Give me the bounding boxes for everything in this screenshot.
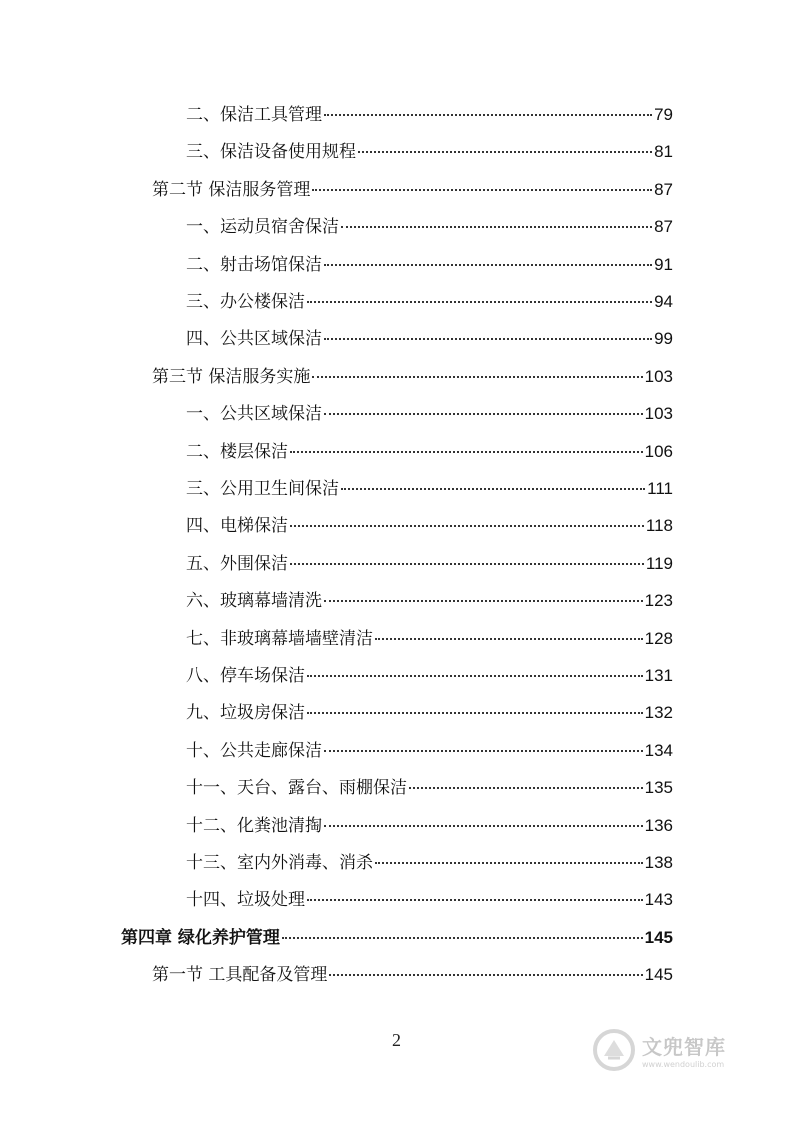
- toc-dot-leader: [358, 151, 652, 153]
- wendou-logo-icon: [592, 1028, 636, 1072]
- toc-entry-title: 一、公共区域保洁: [186, 404, 322, 424]
- toc-entry-title: 八、停车场保洁: [186, 666, 305, 686]
- toc-dot-leader: [341, 488, 645, 490]
- toc-dot-leader: [324, 264, 652, 266]
- toc-entry-page: 145: [644, 928, 673, 947]
- toc-entry-title: 三、公用卫生间保洁: [186, 479, 339, 499]
- toc-entry-page: 135: [644, 778, 673, 797]
- toc-dot-leader: [312, 189, 652, 191]
- toc-entry[interactable]: [186, 549, 673, 579]
- toc-dot-leader: [290, 451, 643, 453]
- toc-entry-title: 十四、垃圾处理: [186, 890, 305, 910]
- toc-entry-page: 103: [644, 367, 673, 386]
- toc-dot-leader: [375, 638, 643, 640]
- toc-dot-leader: [375, 862, 643, 864]
- toc-entry[interactable]: [186, 399, 673, 429]
- toc-entry[interactable]: [152, 175, 673, 205]
- toc-entry[interactable]: [186, 624, 673, 654]
- toc-entry[interactable]: [186, 586, 673, 616]
- toc-entry-page: 87: [654, 180, 673, 199]
- watermark-url: www.wendoulib.com: [642, 1060, 725, 1069]
- toc-entry[interactable]: [186, 137, 673, 167]
- toc-entry-title: 七、非玻璃幕墙墙壁清洁: [186, 629, 373, 649]
- toc-entry-page: 134: [644, 741, 673, 760]
- toc-entry[interactable]: [186, 287, 673, 317]
- toc-entry-page: 94: [654, 292, 673, 311]
- watermark-name: 文兜智库: [642, 1035, 726, 1059]
- toc-entry-page: 81: [654, 142, 673, 161]
- toc-entry-title: 第一节 工具配备及管理: [152, 965, 328, 985]
- toc-entry-title: 十三、室内外消毒、消杀: [186, 853, 373, 873]
- toc-dot-leader: [307, 712, 643, 714]
- toc-entry-page: 79: [654, 105, 673, 124]
- toc-entry-title: 第三节 保洁服务实施: [152, 367, 311, 387]
- toc-entry-page: 103: [644, 404, 673, 423]
- toc-entry-page: 136: [644, 816, 673, 835]
- toc-entry[interactable]: [186, 736, 673, 766]
- toc-entry-page: 145: [644, 965, 673, 984]
- toc-entry[interactable]: [186, 437, 673, 467]
- toc-entry[interactable]: [186, 698, 673, 728]
- toc-dot-leader: [409, 787, 643, 789]
- toc-dot-leader: [324, 825, 643, 827]
- toc-entry[interactable]: [186, 511, 673, 541]
- toc-dot-leader: [324, 114, 652, 116]
- toc-entry-page: 118: [645, 516, 673, 535]
- toc-entry-title: 三、办公楼保洁: [186, 292, 305, 312]
- toc-entry-page: 143: [644, 890, 673, 909]
- toc-entry-page: 91: [654, 255, 673, 274]
- toc-entry-page: 119: [645, 554, 673, 573]
- toc-entry-page: 87: [654, 217, 673, 236]
- toc-entry[interactable]: [152, 362, 673, 392]
- toc-entry[interactable]: [186, 885, 673, 915]
- toc-dot-leader: [324, 338, 652, 340]
- watermark: [592, 1022, 762, 1078]
- toc-dot-leader: [329, 974, 642, 976]
- toc-entry-title: 二、保洁工具管理: [186, 105, 322, 125]
- toc-dot-leader: [307, 675, 643, 677]
- toc-entry[interactable]: [186, 474, 673, 504]
- toc-dot-leader: [324, 600, 643, 602]
- toc-entry[interactable]: [186, 324, 673, 354]
- toc-entry-title: 第二节 保洁服务管理: [152, 180, 311, 200]
- toc-dot-leader: [341, 226, 652, 228]
- toc-dot-leader: [282, 937, 643, 939]
- toc-entry-title: 四、电梯保洁: [186, 516, 288, 536]
- toc-entry-title: 二、射击场馆保洁: [186, 255, 322, 275]
- toc-entry-page: 132: [644, 703, 673, 722]
- toc-entry-title: 十一、天台、露台、雨棚保洁: [186, 778, 407, 798]
- toc-entry-page: 138: [644, 853, 673, 872]
- toc-entry-title: 第四章 绿化养护管理: [121, 928, 280, 948]
- toc-entry-page: 123: [644, 591, 673, 610]
- toc-entry-title: 九、垃圾房保洁: [186, 703, 305, 723]
- toc-entry[interactable]: [186, 773, 673, 803]
- toc-dot-leader: [290, 563, 644, 565]
- toc-entry-page: 131: [644, 666, 673, 685]
- toc-entry-page: 99: [654, 329, 673, 348]
- toc-entry[interactable]: [186, 848, 673, 878]
- toc-entry-title: 二、楼层保洁: [186, 442, 288, 462]
- page-number: 2: [392, 1030, 401, 1050]
- toc-entry-title: 四、公共区域保洁: [186, 329, 322, 349]
- toc-entry[interactable]: [121, 923, 673, 953]
- toc-entry-title: 六、玻璃幕墙清洗: [186, 591, 322, 611]
- toc-dot-leader: [307, 301, 652, 303]
- toc-dot-leader: [290, 525, 644, 527]
- toc-entry-page: 128: [644, 629, 673, 648]
- toc-entry[interactable]: [186, 212, 673, 242]
- toc-entry[interactable]: [186, 811, 673, 841]
- toc-entry-title: 五、外围保洁: [186, 554, 288, 574]
- toc-entry-title: 三、保洁设备使用规程: [186, 142, 356, 162]
- toc-dot-leader: [307, 899, 643, 901]
- toc-entry-title: 一、运动员宿舍保洁: [186, 217, 339, 237]
- toc-dot-leader: [312, 376, 642, 378]
- toc-entry-page: 111: [647, 479, 673, 498]
- toc-entry[interactable]: [186, 250, 673, 280]
- toc-entry[interactable]: [186, 100, 673, 130]
- toc-dot-leader: [324, 750, 643, 752]
- toc-dot-leader: [324, 413, 643, 415]
- toc-entry[interactable]: [186, 661, 673, 691]
- toc-entry-title: 十二、化粪池清掏: [186, 816, 322, 836]
- toc-entry[interactable]: [152, 960, 673, 990]
- toc-entry-page: 106: [644, 442, 673, 461]
- toc-entry-title: 十、公共走廊保洁: [186, 741, 322, 761]
